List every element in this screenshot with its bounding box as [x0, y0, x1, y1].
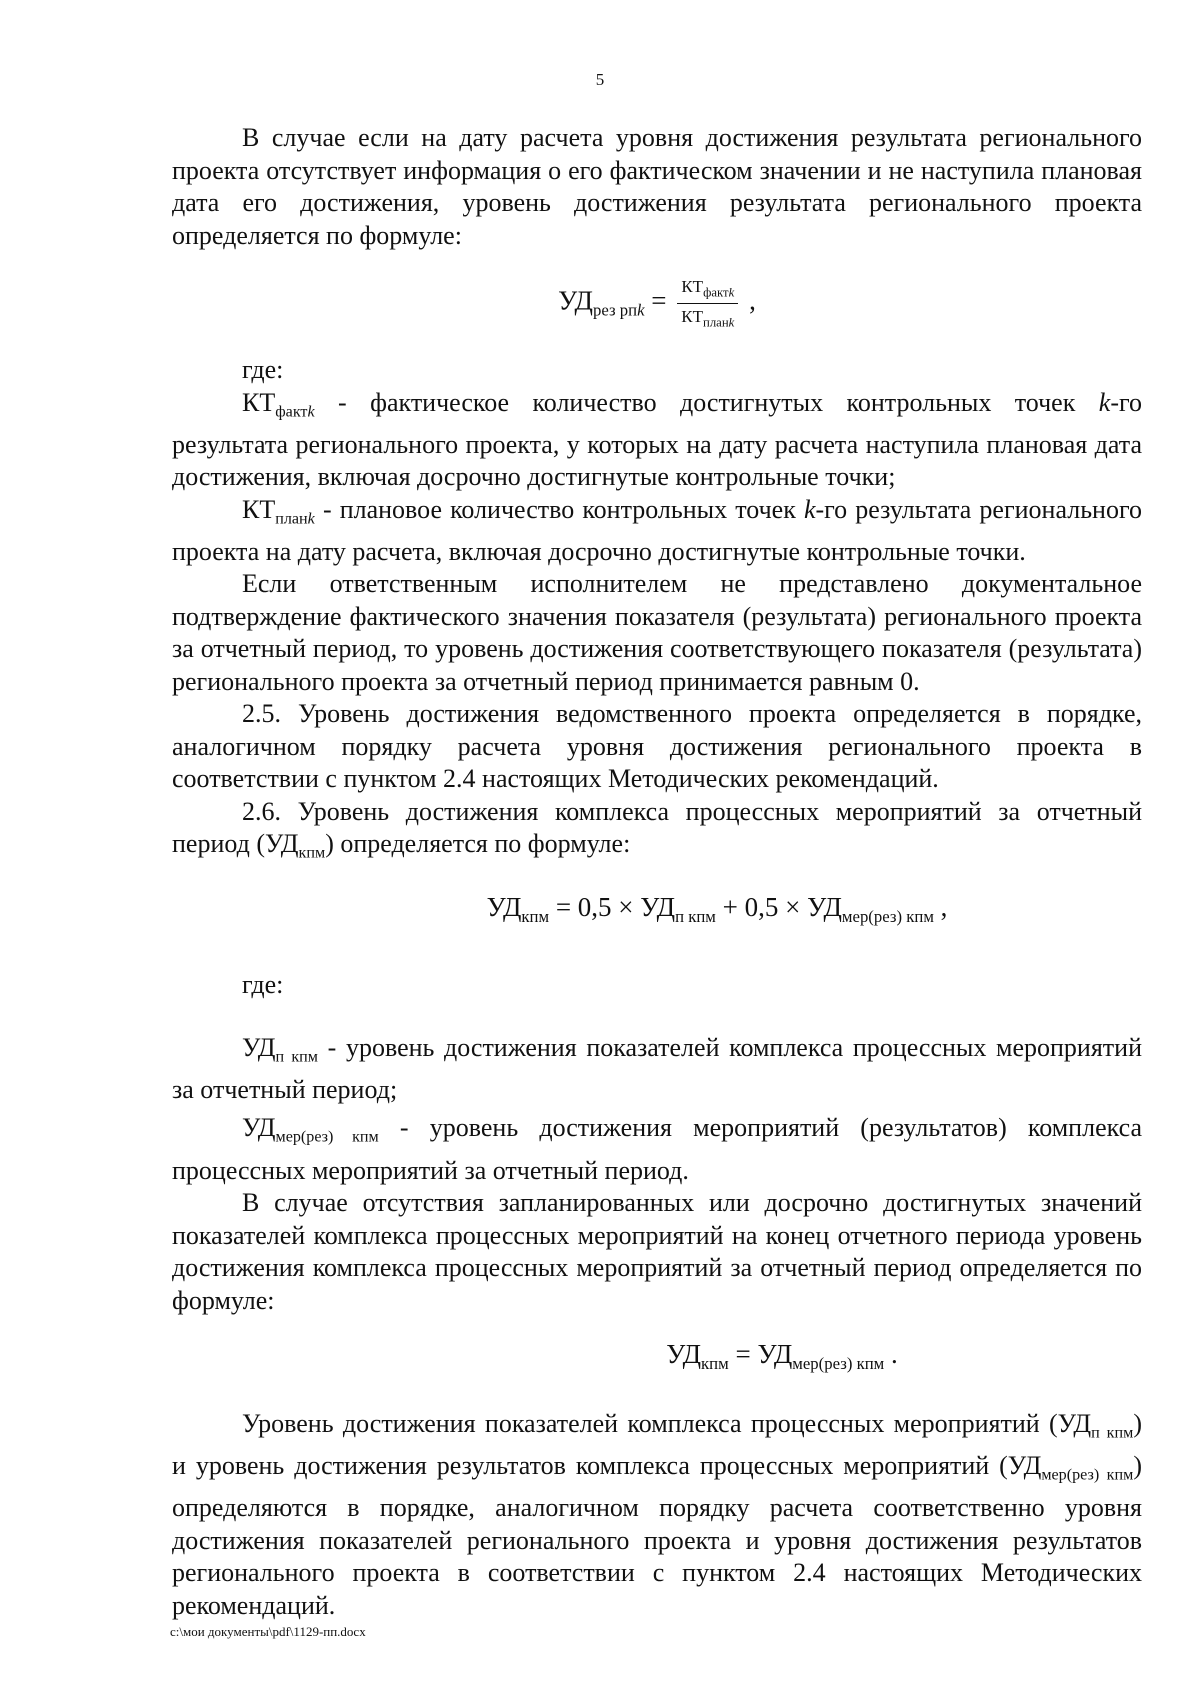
p26-sub: кпм	[298, 844, 326, 862]
f3-a: УД	[666, 1339, 702, 1370]
def-symbol: УД	[242, 1032, 276, 1062]
def-text-a: - фактическое количество достигнутых контрольных точек	[314, 387, 1099, 417]
f3-a-sub: кпм	[701, 1353, 729, 1373]
def-sub	[275, 510, 315, 527]
formula-lhs-k: k	[637, 300, 645, 320]
where-label-2: где:	[242, 970, 284, 1000]
def-text-b: -го результата регионального проекта на дату расчета, включая досрочно достигнутые контрольные точки.	[172, 494, 1142, 566]
definition-kt-plan	[172, 494, 1142, 569]
paragraph-5: В случае отсутствия запланированных или досрочно достигнутых значений показателей комплекса процессных мероприятий на конец отчетного периода уровень достижения комплекса процессных мероприятий за отчетный период определяется по формуле:	[172, 1188, 1142, 1315]
where-label-1: где:	[242, 355, 284, 384]
def-k: k	[1098, 387, 1111, 417]
formula-lhs: УД	[558, 285, 593, 316]
f2-c-sub: мер(рез) кпм	[841, 907, 934, 927]
f2-a: УД	[486, 892, 522, 923]
numerator-sub-text: факт	[703, 285, 729, 300]
paragraph-2-5: 2.5. Уровень достижения ведомственного проекта определяется в порядке, аналогичном порядку расчета уровня достижения регионального проекта в соответствии с пунктом 2.4 настоящих Методических рекомендаций.	[172, 699, 1142, 794]
f2-tail: ,	[933, 892, 948, 923]
def-text: - уровень достижения мероприятий (результатов) комплекса процессных мероприятий за отчетный период.	[172, 1113, 1142, 1185]
paragraph-6	[172, 1408, 1142, 1622]
def-sub-text: план	[275, 510, 308, 528]
denominator-k: k	[728, 315, 735, 330]
formula-fraction	[677, 276, 738, 331]
def-sub: п кпм	[275, 1048, 318, 1066]
def-k: k	[803, 494, 816, 524]
denominator-sub	[703, 315, 734, 329]
def-text: - уровень достижения показателей комплекса процессных мероприятий за отчетный период;	[172, 1032, 1142, 1104]
def-text-a: - плановое количество контрольных точек	[314, 494, 804, 524]
def-sub-text: факт	[275, 403, 308, 421]
page-number: 5	[595, 70, 605, 89]
def-symbol: КТ	[242, 494, 276, 524]
def-text-b: -го результата регионального проекта, у которых на дату расчета наступила плановая дата достижения, включая досрочно достигнутые контрольные точки;	[172, 387, 1142, 492]
numerator-sub	[703, 285, 734, 299]
f2-b: = 0,5 × УД	[549, 892, 676, 923]
denominator-sub-text: план	[703, 315, 729, 330]
def-sub	[275, 403, 314, 420]
numerator-k: k	[728, 285, 735, 300]
fraction-numerator	[677, 276, 738, 304]
formula-ud-rez-rp	[172, 276, 1142, 336]
fraction-denominator	[677, 304, 738, 331]
p6-text-b: ) и уровень достижения результатов комплекса процессных мероприятий (УД	[172, 1408, 1142, 1481]
formula-lhs-sub	[593, 301, 645, 320]
paragraph-2: Если ответственным исполнителем не представлено документальное подтверждение фактического значения показателя (результата) регионального проекта за отчетный период, то уровень достижения соответствующего показателя (результата) регионального проекта за отчетный период принимается равным 0.	[172, 569, 1142, 696]
formula-eq: =	[644, 285, 674, 316]
f3-b: = УД	[728, 1339, 793, 1370]
f3-b-sub: мер(рез) кпм	[792, 1353, 885, 1373]
def-symbol: КТ	[242, 387, 276, 417]
formula-lhs-sub-text: рез рп	[592, 300, 638, 320]
numerator-symbol: КТ	[681, 277, 704, 296]
p6-text-c: ) определяются в порядке, аналогичном порядку расчета соответственно уровня достижения показателей регионального проекта и уровня достижения результатов регионального проекта в соответствии с пунктом 2.4 настоящих Методических рекомендаций.	[172, 1451, 1142, 1620]
p26-text-a: 2.6. Уровень достижения комплекса процессных мероприятий за отчетный период (УД	[172, 796, 1142, 859]
definition-ud-mer-kpm	[172, 1112, 1142, 1187]
p6-text-a: Уровень достижения показателей комплекса процессных мероприятий (УД	[242, 1408, 1092, 1438]
document-body	[172, 122, 1142, 1622]
denominator-symbol: КТ	[681, 307, 703, 327]
definition-ud-p-kpm	[172, 1032, 1142, 1107]
definition-kt-fakt	[172, 387, 1142, 494]
def-sub: мер(рез) кпм	[275, 1129, 379, 1147]
formula-ud-kpm-alt	[422, 1339, 1142, 1374]
paragraph-2-6	[172, 796, 1142, 871]
p26-text-b: ) определяется по формуле:	[325, 829, 631, 859]
def-sub-k: k	[307, 403, 315, 421]
def-symbol: УД	[242, 1113, 276, 1143]
paragraph-1: В случае если на дату расчета уровня достижения результата регионального проекта отсутствует информация о его фактическом значении и не наступила плановая дата его достижения, уровень достижения результата регионального проекта определяется по формуле:	[172, 123, 1142, 250]
def-sub-k: k	[307, 510, 315, 528]
f2-c: + 0,5 × УД	[715, 892, 842, 923]
formula-ud-kpm	[292, 892, 1142, 927]
f2-b-sub: п кпм	[675, 907, 716, 927]
f3-tail: .	[884, 1339, 898, 1370]
footer-file-path: c:\мои документы\pdf\1129-пп.docx	[170, 1624, 366, 1639]
p6-sub-2: мер(рез) кпм	[1041, 1466, 1134, 1484]
f2-a-sub: кпм	[521, 907, 550, 927]
p6-sub-1: п кпм	[1091, 1424, 1134, 1442]
formula-tail: ,	[742, 285, 756, 316]
